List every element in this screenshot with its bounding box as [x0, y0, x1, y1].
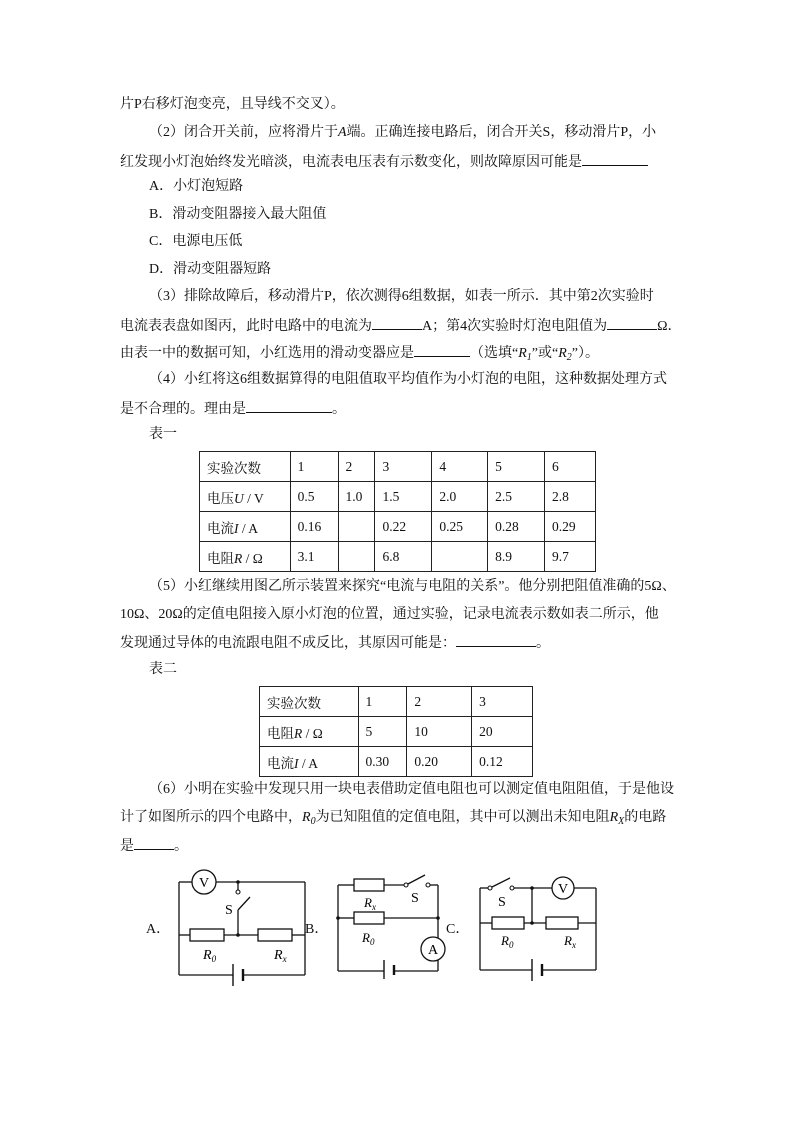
row-label-text: 电流	[267, 755, 294, 771]
q3b-text-3: Ω．	[657, 319, 682, 334]
table1-cell: 0.16	[290, 512, 338, 542]
table1-cell: 8.9	[488, 542, 545, 572]
table1-cell: 0.25	[432, 512, 488, 542]
q3c-R2-sub: 2	[566, 352, 572, 363]
question-5: （5）小红继续用图乙所示装置来探究“电流与电阻的关系”。他分别把阻值准确的5Ω、	[149, 579, 676, 594]
table1-row-current	[200, 512, 596, 542]
table1-row-label	[200, 482, 291, 512]
table1-title: 表一	[149, 427, 177, 442]
table2-cell: 20	[472, 717, 533, 747]
table1-cell	[338, 542, 375, 572]
q6c-text-2: 。	[174, 839, 188, 854]
switch-contact	[510, 886, 514, 890]
table2-row-label	[260, 747, 359, 777]
voltmeter-label: V	[557, 882, 569, 897]
q3c-mid: ”或“	[531, 346, 559, 361]
question-3-cont	[120, 315, 682, 337]
table1-header-cell: 3	[375, 452, 432, 482]
table2-header-cell: 实验次数	[260, 687, 359, 717]
table1-cell: 1.5	[375, 482, 432, 512]
q6b-Rx: R	[609, 810, 619, 825]
junction-dot	[236, 880, 240, 884]
table1-cell: 9.7	[545, 542, 596, 572]
table2-header-cell: 2	[407, 687, 472, 717]
row-unit: / V	[243, 490, 264, 506]
label-rx	[563, 933, 576, 950]
question-2-cont	[120, 151, 648, 173]
resistor-r0	[354, 912, 384, 924]
row-unit: / Ω	[302, 725, 323, 741]
table1-cell: 0.28	[488, 512, 545, 542]
option-d: D．滑动变阻器短路	[149, 262, 272, 277]
table-one	[199, 451, 596, 572]
table1-cell: 6.8	[375, 542, 432, 572]
answer-blank-q2[interactable]	[582, 151, 648, 166]
row-symbol: I	[294, 755, 299, 771]
table2-cell: 0.20	[407, 747, 472, 777]
row-symbol: I	[234, 520, 239, 536]
label-rx-letter: R	[564, 933, 572, 948]
q6b-Rx-sub: X	[618, 816, 625, 827]
table2-cell: 0.30	[358, 747, 407, 777]
table2-row-resistance	[260, 717, 533, 747]
table2-header-row	[260, 687, 533, 717]
q2-end-A: A	[338, 125, 347, 140]
question-4: （4）小红将这6组数据算得的电阻值取平均值作为小灯泡的电阻，这种数据处理方式	[149, 372, 667, 387]
label-r0	[361, 930, 375, 947]
circuit-a-diagram	[170, 862, 310, 997]
table2-row-current	[260, 747, 533, 777]
q5c-text-1: 发现通过导体的电流跟电阻不成反比，其原因可能是：	[120, 636, 456, 651]
row-symbol: R	[294, 725, 303, 741]
voltmeter-label: V	[198, 876, 210, 891]
table2-cell: 5	[358, 717, 407, 747]
table2-cell: 0.12	[472, 747, 533, 777]
question-3: （3）排除故障后，移动滑片P，依次测得6组数据，如表一所示．其中第2次实验时	[149, 289, 654, 304]
resistor-rx	[258, 929, 292, 941]
q3c-R1-sub: 1	[526, 352, 532, 363]
q4b-text-1: 是不合理的。理由是	[120, 402, 246, 417]
q3c-text-2: （选填“	[470, 346, 519, 361]
label-rx-sub: x	[282, 954, 287, 964]
answer-blank-reason-5[interactable]	[456, 632, 536, 647]
q3c-text-1: 由表一中的数据可知，小红选用的滑动变器应是	[120, 346, 414, 361]
junction-dot	[436, 916, 440, 920]
table1-header-cell: 1	[290, 452, 338, 482]
table1-cell: 0.29	[545, 512, 596, 542]
row-unit: / Ω	[242, 550, 263, 566]
q3c-end: ”）。	[571, 346, 599, 361]
label-rx-letter: R	[364, 895, 372, 910]
option-a: A．小灯泡短路	[149, 179, 244, 194]
row-unit: / A	[238, 520, 259, 536]
q2-text: （2）闭合开关前，应将滑片于	[149, 125, 338, 140]
circuit-c-label: C．	[446, 922, 470, 937]
table2-header-cell: 1	[358, 687, 407, 717]
row-label-text: 电阻	[207, 550, 234, 566]
answer-blank-rheostat[interactable]	[414, 342, 470, 357]
answer-blank-current[interactable]	[372, 315, 422, 330]
row-symbol: R	[234, 550, 243, 566]
q3c-R2: R	[558, 346, 567, 361]
switch-contact	[404, 883, 408, 887]
resistor-r0	[492, 917, 524, 929]
switch-contact	[488, 886, 492, 890]
q6b-text-3: 的电路	[624, 810, 667, 825]
label-rx	[273, 948, 287, 964]
q3c-R1: R	[518, 346, 527, 361]
table1-cell: 2.0	[432, 482, 488, 512]
label-r0-sub: 0	[508, 940, 514, 950]
label-r0	[500, 933, 514, 950]
table2-row-label	[260, 717, 359, 747]
label-rx-sub: x	[571, 940, 576, 950]
table1-header-cell: 2	[338, 452, 375, 482]
row-label-text: 电阻	[267, 725, 294, 741]
question-5-cont-2	[120, 632, 550, 654]
table1-row-voltage	[200, 482, 596, 512]
switch-label: S	[498, 895, 506, 910]
table1-row-label	[200, 542, 291, 572]
question-6: （6）小明在实验中发现只用一块电表借助定值电阻也可以测定值电阻阻值，于是他设	[149, 782, 674, 797]
junction-dot	[530, 886, 534, 890]
table1-cell	[432, 542, 488, 572]
resistor-r0	[190, 929, 224, 941]
question-3-cont-2	[120, 342, 599, 368]
table1-header-row	[200, 452, 596, 482]
table1-header-cell: 4	[432, 452, 488, 482]
switch-label: S	[225, 903, 233, 918]
row-unit: / A	[298, 755, 319, 771]
answer-blank-reason-4[interactable]	[246, 398, 332, 413]
q6b-text-2: 为已知阻值的定值电阻，其中可以测出未知电阻	[315, 810, 610, 825]
option-c: C．电源电压低	[149, 234, 243, 249]
q3b-text-2: A；第4次实验时灯泡电阻值为	[422, 319, 608, 334]
option-b: B．滑动变阻器接入最大阻值	[149, 207, 327, 222]
switch-contact	[236, 890, 240, 894]
question-6-cont-2	[120, 835, 188, 857]
row-symbol: U	[234, 490, 244, 506]
label-r0-sub: 0	[369, 937, 375, 947]
q6b-R0-sub: 0	[310, 816, 316, 827]
label-rx-sub: x	[371, 902, 376, 912]
table1-row-label	[200, 512, 291, 542]
question-5-cont: 10Ω、20Ω的定值电阻接入原小灯泡的位置，通过实验，记录电流表示数如表二所示，他	[120, 607, 659, 622]
resistor-rx	[546, 917, 578, 929]
label-r0-letter: R	[362, 930, 370, 945]
ammeter-label: A	[427, 943, 439, 958]
table1-cell: 0.22	[375, 512, 432, 542]
junction-dot	[336, 916, 340, 920]
table2-title: 表二	[149, 662, 177, 677]
label-r0	[202, 948, 217, 964]
circuit-b-diagram	[330, 865, 450, 980]
table1-cell: 2.8	[545, 482, 596, 512]
table1-header-cell: 实验次数	[200, 452, 291, 482]
answer-blank-resistance[interactable]	[607, 315, 657, 330]
table2-header-cell: 3	[472, 687, 533, 717]
label-r0-sub: 0	[211, 954, 217, 964]
q6b-R0: R	[302, 810, 311, 825]
circuit-b-label: B．	[305, 922, 329, 937]
table-two	[259, 686, 533, 777]
circuit-a-label: A．	[146, 922, 171, 937]
table1-cell: 1.0	[338, 482, 375, 512]
circuit-c-diagram	[472, 866, 607, 986]
answer-blank-circuit[interactable]	[134, 835, 174, 850]
junction-dot	[236, 933, 240, 937]
q6c-text-1: 是	[120, 839, 134, 854]
q4b-text-2: 。	[332, 402, 346, 417]
table1-cell: 2.5	[488, 482, 545, 512]
q2b-text: 红发现小灯泡始终发光暗淡，电流表电压表有示数变化，则故障原因可能是	[120, 155, 582, 170]
table1-header-cell: 5	[488, 452, 545, 482]
table1-cell: 0.5	[290, 482, 338, 512]
label-rx-letter: R	[274, 948, 283, 963]
table1-header-cell: 6	[545, 452, 596, 482]
table2-cell: 10	[407, 717, 472, 747]
label-r0-letter: R	[501, 933, 509, 948]
q5c-text-2: 。	[536, 636, 550, 651]
row-label-text: 电压	[207, 490, 234, 506]
table1-cell: 3.1	[290, 542, 338, 572]
table1-cell	[338, 512, 375, 542]
question-4-cont	[120, 398, 346, 420]
table1-row-resistance	[200, 542, 596, 572]
row-label-text: 电流	[207, 520, 234, 536]
q3b-text-1: 电流表表盘如图丙，此时电路中的电流为	[120, 319, 372, 334]
question-6-cont	[120, 808, 666, 832]
label-rx	[363, 895, 376, 912]
resistor-rx	[354, 879, 384, 891]
question-2	[149, 123, 656, 143]
q2-text-rest: 端。正确连接电路后，闭合开关S，移动滑片P，小	[346, 125, 657, 140]
switch-contact	[426, 883, 430, 887]
q6b-text-1: 计了如图所示的四个电路中，	[120, 810, 302, 825]
label-r0-letter: R	[203, 948, 212, 963]
junction-dot	[530, 921, 534, 925]
text-line-1: 片P右移灯泡变亮，且导线不交叉）。	[120, 97, 345, 112]
switch-label: S	[411, 891, 419, 906]
